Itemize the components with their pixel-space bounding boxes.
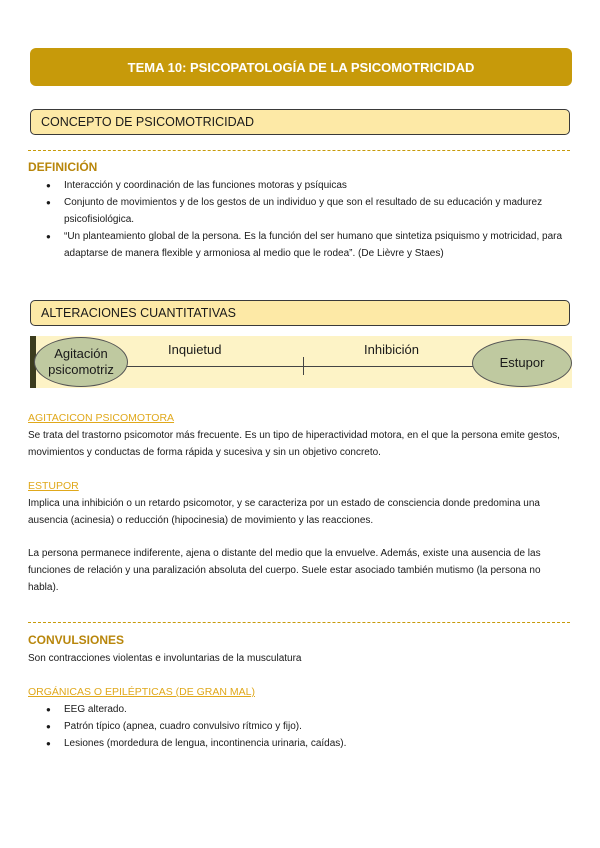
paragraph-convulsiones: Son contracciones violentas e involuntarias de la musculatura (28, 653, 302, 664)
convulsiones-list (28, 701, 572, 752)
subhead-agitacion: AGITACICON PSICOMOTORA (28, 412, 175, 424)
page-title: TEMA 10: PSICOPATOLOGÍA DE LA PSICOMOTRICIDAD (30, 48, 572, 86)
paragraph-estupor-1: Implica una inhibición o un retardo psicomotor, y se caracteriza por un estado de consciencia donde predomina una ausencia (acinesia) o reducción (hipocinesia) de movimiento y las reacciones. (28, 498, 540, 526)
subhead-estupor: ESTUPOR (28, 480, 79, 492)
list-item: ● EEG alterado. (28, 701, 572, 718)
ellipse-estupor: Estupor (472, 339, 572, 387)
paragraph-agitacion: Se trata del trastorno psicomotor más frecuente. Es un tipo de hiperactividad motora, en el que la persona emite gestos, movimientos y conductas de forma rápida y sucesiva y sin un objetivo concreto. (28, 430, 560, 458)
list-item: ● “Un planteamiento global de la persona. Es la función del ser humano que sintetiza psiquismo y motricidad, para adaptarse de manera flexible y armoniosa al medio que le rodea”. (De Lièvre y Staes) (28, 228, 572, 262)
section-box-alteraciones: ALTERACIONES CUANTITATIVAS (30, 300, 570, 326)
section-box-concepto: CONCEPTO DE PSICOMOTRICIDAD (30, 109, 570, 135)
ellipse-agitacion: Agitación psicomotriz (34, 337, 128, 387)
continuum-diagram (30, 336, 572, 388)
list-item: ● Patrón típico (apnea, cuadro convulsivo rítmico y fijo). (28, 718, 572, 735)
heading-convulsiones: CONVULSIONES (28, 633, 125, 647)
list-item: ● Interacción y coordinación de las funciones motoras y psíquicas (28, 177, 572, 194)
list-item: ● Lesiones (mordedura de lengua, incontinencia urinaria, caídas). (28, 735, 572, 752)
definition-list (28, 177, 572, 262)
heading-definicion: DEFINICIÓN (28, 160, 98, 174)
diagram-tick (303, 357, 304, 375)
list-item: ● Conjunto de movimientos y de los gestos de un individuo y que son el resultado de su educación y madurez psicofisiológica. (28, 194, 572, 228)
paragraph-estupor-2: La persona permanece indiferente, ajena o distante del medio que la envuelve. Además, existe una ausencia de las funciones de relación y una paralización absoluta del cuerpo. Suele estar asociado también mutismo (la persona no habla). (28, 548, 541, 593)
label-inquietud: Inquietud (168, 342, 222, 357)
subhead-organicas: ORGÁNICAS O EPILÉPTICAS (DE GRAN MAL) (28, 686, 255, 698)
diagram-axis-line (120, 366, 480, 367)
divider (28, 622, 570, 623)
divider (28, 150, 570, 151)
label-inhibicion: Inhibición (364, 342, 419, 357)
